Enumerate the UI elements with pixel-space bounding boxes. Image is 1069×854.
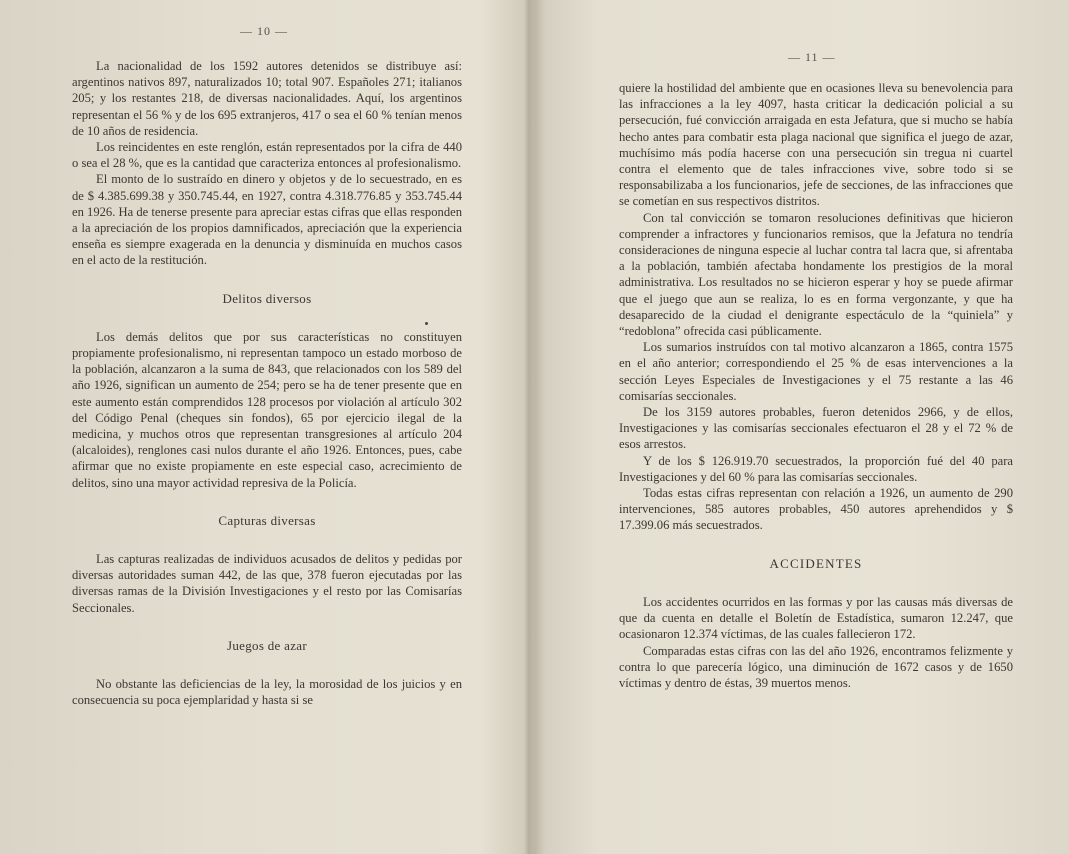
paragraph-juegos-continuation: quiere la hostilidad del ambiente que en ocasiones lleva su benevolencia para las infracciones a la ley 4097, hasta criticar la dedicación policial a su persecución, fué convicción arraigada en esta Jefatura, que si mucho se había hecho antes para combatir esta plaga nacional que significa el juego de azar, muchísimo más podía hacerse con una persecución sin tregua ni cuartel contra el elemento que de tales infracciones vive, sobre todo si se responsabilizaba a los funcionarios, jefe de secciones, de las infracciones que se cometían en sus respectivos distritos.	[619, 81, 1013, 209]
heading-capturas-diversas: Capturas diversas	[218, 512, 316, 528]
left-page	[0, 0, 524, 854]
heading-delitos-diversos: Delitos diversos	[222, 290, 312, 306]
paragraph-conviccion: Con tal convicción se tomaron resoluciones definitivas que hicieron comprender a infractores y funcionarios remisos, que la Jefatura no tendría consideraciones de ninguna especie al luchar contra tal lacra que, si afrentaba a la población, también afectaba hondamente los prestigios de la moral administrativa. Los resultados no se hicieron esperar y hoy se puede afirmar que el juego que aun se realiza, lo es en forma vergonzante, y que ha desaparecido de la ciudad el denigrante espectáculo de la “quiniela” y “redoblona” ofrecida casi públicamente.	[619, 210, 1013, 339]
book-gutter	[524, 0, 534, 854]
paragraph-comparadas: Comparadas estas cifras con las del año 1926, encontramos felizmente y contra lo que parecería lógico, una diminución de 1672 casos y de 1650 víctimas y dentro de éstas, 39 muertos menos.	[619, 643, 1013, 690]
ink-speck	[425, 322, 428, 325]
paragraph-nacionalidad: La nacionalidad de los 1592 autores detenidos se distribuye así: argentinos nativos 897, naturalizados 10; total 907. Españoles 271; italianos 205; y los restantes 218, de diversas nacionalidades. Aquí, los argentinos representan el 56 % y de los 695 extranjeros, 417 o sea el 60 % tenían menos de 10 años de residencia.	[72, 59, 462, 138]
right-page-text	[619, 80, 1013, 691]
right-page	[534, 0, 1069, 854]
paragraph-monto: El monto de lo sustraído en dinero y objetos y de lo secuestrado, en es de $ 4.385.699.38 y 350.745.44, en 1927, contra 4.318.776.85 y 353.745.44 en 1926. Ha de tenerse presente para apreciar estas cifras que ellas responden a la apreciación de los propios damnificados, apreciación que la experiencia enseña es siempre exagerada en la denuncia y disminuída en muchos casos en el acto de la restitución.	[72, 172, 462, 268]
page-number-left: — 10 —	[240, 24, 288, 38]
paragraph-reincidentes: Los reincidentes en este renglón, están representados por la cifra de 440 o sea el 28 %, que es la cantidad que caracteriza entonces al profesionalismo.	[72, 140, 462, 171]
paragraph-accidentes: Los accidentes ocurridos en las formas y por las causas más diversas de que da cuenta en detalle el Boletín de Estadística, sumaron 12.247, que ocasionaron 12.374 víctimas, de las cuales fallecieron 172.	[619, 594, 1013, 642]
paragraph-capturas: Las capturas realizadas de individuos acusados de delitos y pedidas por diversas autoridades suman 442, de las que, 378 fueron ejecutadas por las diversas ramas de la División Investigaciones y el resto por las Comisarías Seccionales.	[72, 552, 462, 615]
paragraph-cifras: Todas estas cifras representan con relación a 1926, un aumento de 290 intervenciones, 585 autores probables, 450 autores aprehendidos y $ 17.399.06 más secuestrados.	[619, 486, 1013, 533]
paragraph-autores: De los 3159 autores probables, fueron detenidos 2966, y de ellos, Investigaciones y las comisarías seccionales efectuaron el 28 y el 72 % de esos arrestos.	[619, 405, 1013, 452]
heading-accidentes: ACCIDENTES	[769, 555, 863, 571]
page-number-right: — 11 —	[788, 50, 836, 64]
paragraph-juegos-start: No obstante las deficiencias de la ley, la morosidad de los juicios y en consecuencia su poca ejemplaridad y hasta si se	[72, 677, 462, 708]
heading-juegos-de-azar: Juegos de azar	[227, 637, 307, 653]
paragraph-delitos: Los demás delitos que por sus características no constituyen propiamente profesionalismo, ni representan tampoco un estado morboso de la población, alcanzaron a la suma de 843, que relacionados con los 589 del año 1926, significan un aumento de 254; pero se ha de tener presente que en este aumento están comprendidos 128 procesos por violación al artículo 302 del Código Penal (cheques sin fondos), 65 por ejercicio ilegal de la medicina, y muchos otros que representan transgresiones al artículo 204 (alcaloides), renglones casi nulos durante el año 1926. Entonces, pues, cabe afirmar que no existe propiamente en este especial caso, acrecimiento de delitos, sino una mayor actividad represiva de la Policía.	[72, 329, 462, 490]
paragraph-sumarios: Los sumarios instruídos con tal motivo alcanzaron a 1865, contra 1575 en el año anterior; correspondiendo el 25 % de esas intervenciones a la sección Leyes Especiales de Investigaciones y el 75 restante a las 46 comisarías seccionales.	[619, 340, 1013, 403]
paragraph-secuestrados: Y de los $ 126.919.70 secuestrados, la proporción fué del 40 para Investigaciones y del 60 % para las comisarías seccionales.	[619, 453, 1013, 484]
left-page-text	[72, 58, 462, 709]
